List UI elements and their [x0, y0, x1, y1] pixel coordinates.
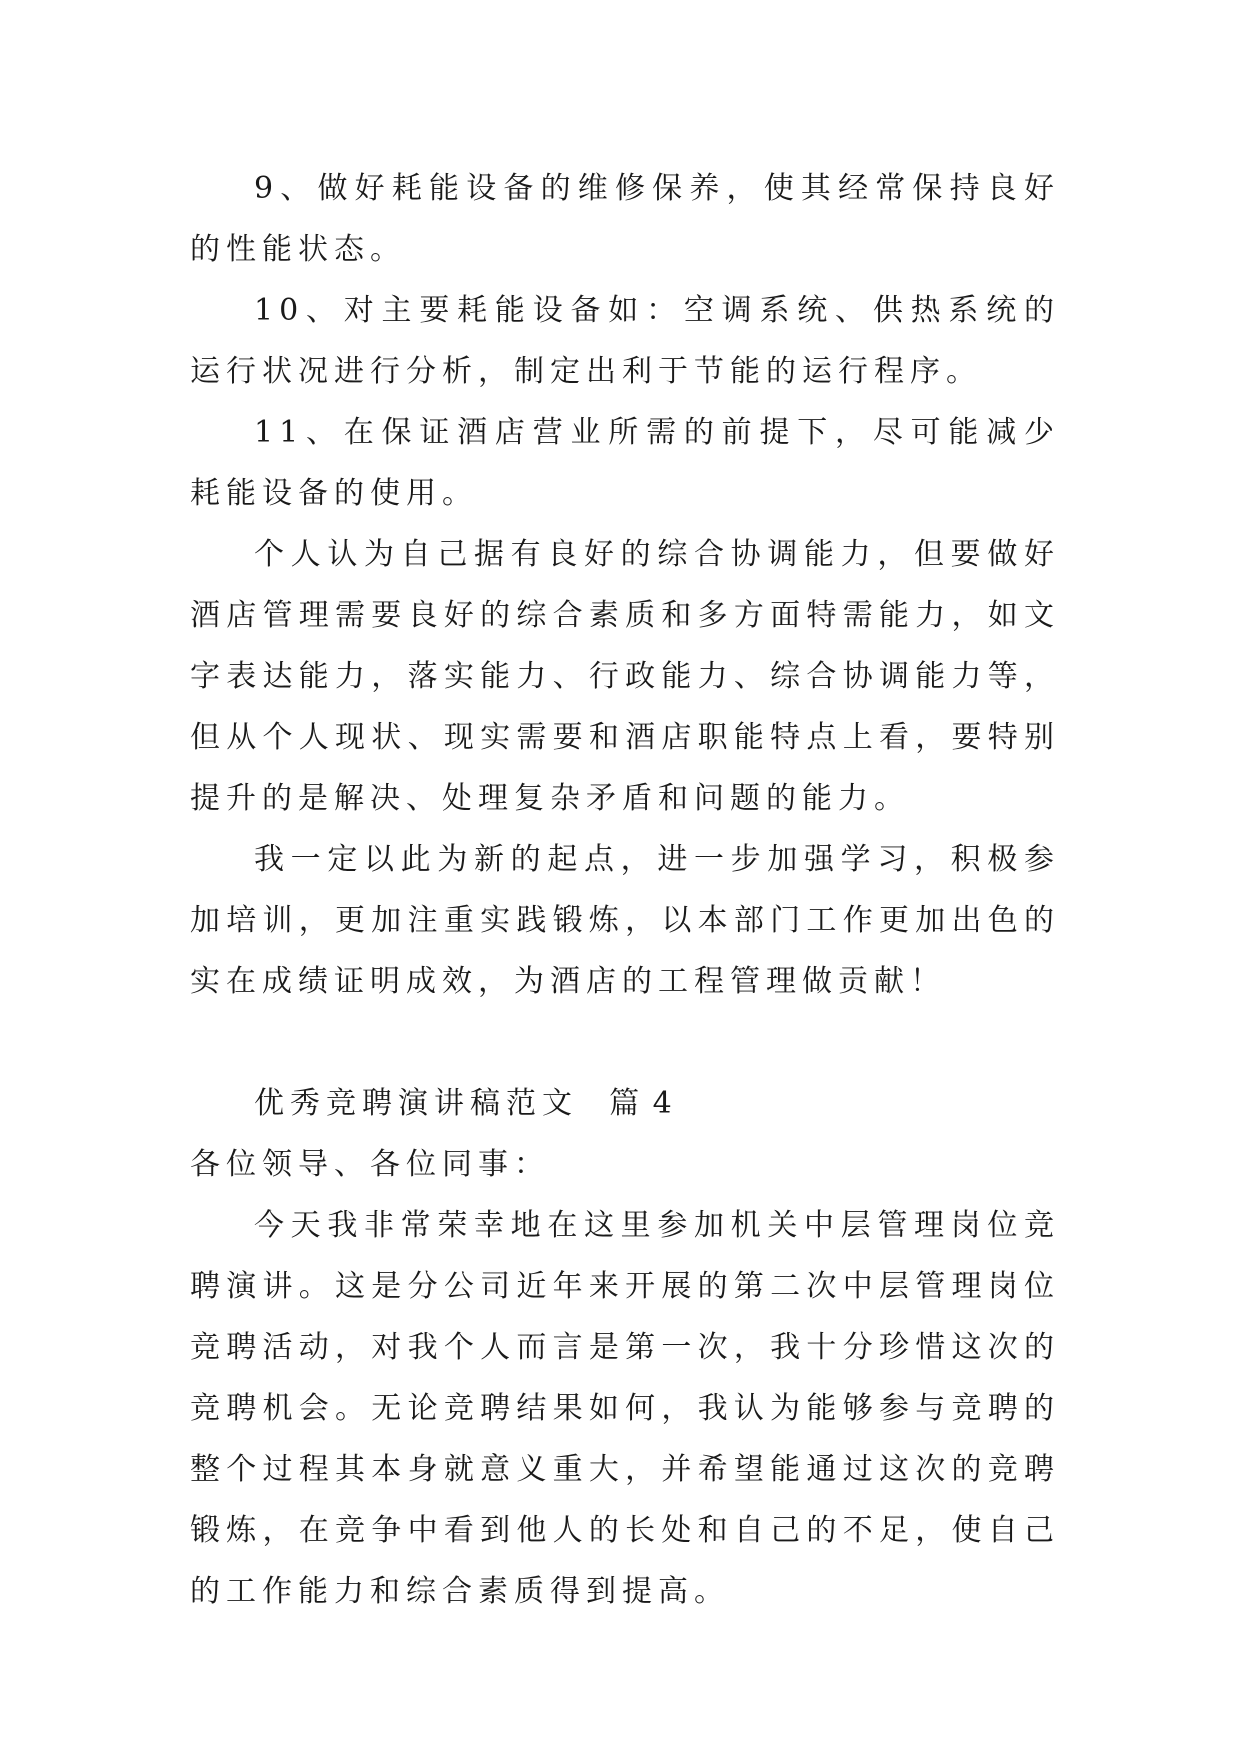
paragraph-item-11: 11、在保证酒店营业所需的前提下，尽可能减少耗能设备的使用。 — [190, 415, 1060, 511]
paragraph-item-10: 10、对主要耗能设备如：空调系统、供热系统的运行状况进行分析，制定出利于节能的运行程序。 — [190, 293, 1060, 389]
paragraph-commitment: 我一定以此为新的起点，进一步加强学习，积极参加培训，更加注重实践锻炼，以本部门工作更加出色的实在成绩证明成效，为酒店的工程管理做贡献！ — [190, 842, 1060, 999]
document-body — [190, 158, 1060, 1622]
salutation: 各位领导、各位同事： — [190, 1147, 550, 1182]
section-heading-title: 优秀竞聘演讲稿范文 — [254, 1086, 578, 1121]
section-spacer — [190, 1012, 1060, 1073]
section-heading-number: 篇 4 — [609, 1086, 674, 1121]
paragraph-self-assessment: 个人认为自己据有良好的综合协调能力，但要做好酒店管理需要良好的综合素质和多方面特需能力，如文字表达能力，落实能力、行政能力、综合协调能力等，但从个人现状、现实需要和酒店职能特点上看，要特别提升的是解决、处理复杂矛盾和问题的能力。 — [190, 537, 1060, 816]
section-heading — [190, 1073, 1060, 1134]
paragraph-speech-opening: 今天我非常荣幸地在这里参加机关中层管理岗位竞聘演讲。这是分公司近年来开展的第二次中层管理岗位竞聘活动，对我个人而言是第一次，我十分珍惜这次的竞聘机会。无论竞聘结果如何，我认为能够参与竞聘的整个过程其本身就意义重大，并希望能通过这次的竞聘锻炼，在竞争中看到他人的长处和自己的不足，使自己的工作能力和综合素质得到提高。 — [190, 1208, 1060, 1609]
paragraph-item-9: 9、做好耗能设备的维修保养，使其经常保持良好的性能状态。 — [190, 171, 1060, 267]
